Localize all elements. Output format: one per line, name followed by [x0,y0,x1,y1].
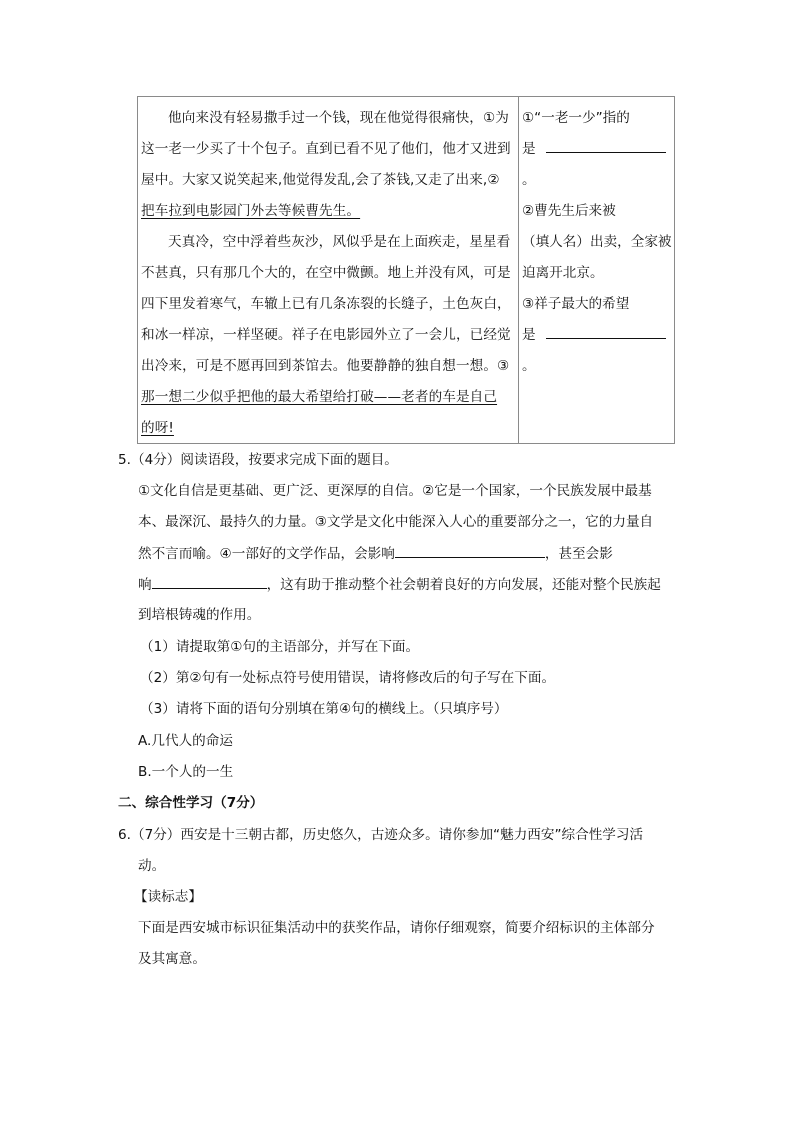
q6-text-line: 动。 [138,858,166,874]
q5-text-line: 本、最深沉、最持久的力量。③文学是文化中能深入人心的重要部分之一，它的力量自 [138,514,654,530]
passage-line-underlined: 的呀! [141,420,174,436]
annotation-line: ①“一老一少”指的 [522,110,630,126]
annotation-column [522,103,672,382]
q5-sub-question-2: （2）第②句有一处标点符号使用错误，请将修改后的句子写在下面。 [140,670,556,686]
q5-text-line: 到培根铸魂的作用。 [138,607,261,623]
option-b: B.一个人的一生 [138,764,234,780]
annotation-line: 迫离开北京。 [522,265,604,281]
passage-line: 和冰一样凉，一样坚硬。祥子在电影园外立了一会儿，已经觉 [141,327,511,343]
question-5-header: 5.（4分）阅读语段，按要求完成下面的题目。 [118,452,398,468]
option-a: A.几代人的命运 [138,733,233,749]
q5-text-line: 然不言而喻。④一部好的文学作品，会影响 ，甚至会影 [138,543,613,564]
q5-text-line: 响 ，这有助于推动整个社会朝着良好的方向发展，还能对整个民族起 [138,574,661,595]
annotation-line: 是 。 [522,320,672,382]
q6-text-line: 及其寓意。 [138,951,206,967]
annotation-line: （填人名）出卖，全家被 [522,234,672,250]
question-6-header: 6.（7分）西安是十三朝古都，历史悠久，古迹众多。请你参加“魅力西安”综合性学习活 [118,827,644,843]
table-divider [518,97,519,443]
annotation-line: ②曹先生后来被 [522,203,616,219]
passage-line: 屋中。大家又说笑起来,他觉得发乱,会了茶钱,又走了出来,② [141,172,500,188]
answer-blank[interactable] [152,574,267,589]
q6-text-line: 下面是西安城市标识征集活动中的获奖作品，请你仔细观察，简要介绍标识的主体部分 [138,920,655,936]
passage-text [141,103,515,444]
q6-section-tag: 【读标志】 [134,889,202,905]
q5-sub-question-1: （1）请提取第①句的主语部分，并写在下面。 [140,639,420,655]
q5-sub-question-3: （3）请将下面的语句分别填在第④句的横线上。（只填序号） [140,701,508,717]
passage-line: 他向来没有轻易撒手过一个钱，现在他觉得很痛快，①为 [168,110,509,126]
section-title: 二、综合性学习（7分） [118,795,264,811]
answer-blank[interactable] [546,138,666,153]
passage-line-underlined: 那一想二少似乎把他的最大希望给打破——老者的车是自己 [141,389,498,405]
passage-line: 出冷来，可是不愿再回到茶馆去。他要静静的独自想一想。③ [141,358,510,374]
answer-blank[interactable] [395,543,545,558]
q5-text-line: ①文化自信是更基础、更广泛、更深厚的自信。②它是一个国家，一个民族发展中最基 [138,483,652,499]
passage-line-underlined: 把车拉到电影园门外去等候曹先生。 [141,203,361,219]
annotation-line: ③祥子最大的希望 [522,296,630,312]
passage-table [137,96,675,444]
passage-line: 不甚真，只有那几个大的，在空中微颤。地上并没有风，可是 [141,265,511,281]
annotation-line: 是 。 [522,134,672,196]
passage-line: 天真冷，空中浮着些灰沙，风似乎是在上面疾走，星星看 [168,234,511,250]
answer-blank[interactable] [546,324,666,339]
passage-line: 四下里发着寒气，车辙上已有几条冻裂的长缝子，土色灰白， [141,296,511,312]
passage-line: 这一老一少买了十个包子。直到已看不见了他们，他才又进到 [141,141,511,157]
